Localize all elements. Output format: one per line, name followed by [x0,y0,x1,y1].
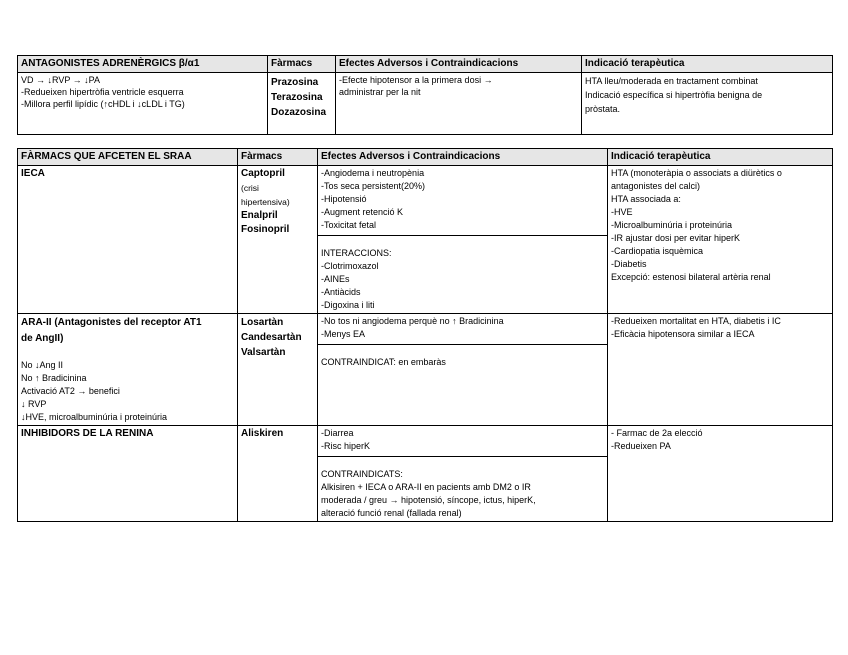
divider [318,235,607,236]
contraindication-line: moderada / greu → hipotensió, síncope, ictus, hiperK, [321,495,536,505]
header-indication: Indicació terapèutica [608,149,833,166]
description-line: -Millora perfil lipídic (↑cHDL i ↓cLDL i TG) [21,99,185,109]
indication-line: -Redueixen mortalitat en HTA, diabetis i IC [611,316,781,326]
group-name: IECA [21,168,45,179]
interaction-line: -AINEs [321,274,350,284]
group-cell [18,426,238,522]
contraindication-line: CONTRAINDICAT: en embaràs [321,357,446,367]
drug-name: Terazosina [271,92,323,103]
effect-line: -Augment retenció K [321,207,404,217]
drug-name: Fosinopril [241,224,290,235]
indication-cell [608,314,833,426]
drug-name: Dozazosina [271,107,327,118]
group-note: ↓ RVP [21,399,47,409]
effect-line: -No tos ni angiodema perquè no ↑ Bradicinina [321,316,504,326]
indication-line: HTA (monoteràpia o associats a diürètics o [611,168,782,178]
indication-cell [608,166,833,314]
table-row [18,166,833,314]
drug-name: Enalpril [241,210,278,221]
indication-line: Indicació específica si hipertròfia benigna de [585,90,763,100]
drug-name: Valsartàn [241,347,286,358]
effect-line: -Risc hiperK [321,441,371,451]
header-drugs: Fàrmacs [268,56,336,73]
effects-cell [318,426,608,522]
group-cell [18,314,238,426]
indication-line: -Redueixen PA [611,441,671,451]
adrenergic-antagonists-table [17,55,833,135]
table-header-row [18,149,833,166]
drug-name: Captopril [241,168,285,179]
group-note: ↓HVE, microalbuminúria i proteinúria [21,412,168,422]
indication-line: -HVE [611,207,633,217]
indication-cell [582,73,833,135]
drug-name: Prazosina [271,77,319,88]
drugs-cell [238,166,318,314]
effects-cell [318,314,608,426]
header-group: ANTAGONISTES ADRENÈRGICS β/α1 [18,56,268,73]
effect-line: -Menys EA [321,329,366,339]
drugs-cell [268,73,336,135]
drugs-cell [238,426,318,522]
effect-line: administrar per la nit [339,87,421,97]
drug-name: Aliskiren [241,428,284,439]
effects-cell [318,166,608,314]
header-effects: Efectes Adversos i Contraindicacions [336,56,582,73]
description-line: VD → ↓RVP → ↓PA [21,75,101,85]
table-row [18,426,833,522]
description-line: -Redueixen hipertròfia ventricle esquerra [21,87,184,97]
divider [318,344,607,345]
indication-line: -Eficàcia hipotensora similar a IECA [611,329,755,339]
group-name: ARA-II (Antagonistes del receptor AT1 [21,317,202,328]
group-name: de AngII) [21,333,64,344]
group-description-cell [18,73,268,135]
indication-line: HTA lleu/moderada en tractament combinat [585,76,758,86]
effect-line: -Tos seca persistent(20%) [321,181,426,191]
contraindication-line: Alkisiren + IECA o ARA-II en pacients amb DM2 o IR [321,482,531,492]
effect-line: -Hipotensió [321,194,367,204]
contraindication-title: CONTRAINDICATS: [321,469,403,479]
header-indication: Indicació terapèutica [582,56,833,73]
indication-line: antagonistes del calci) [611,181,701,191]
drug-note: hipertensiva) [241,197,290,207]
drug-note: (crisi [241,183,259,193]
header-drugs: Fàrmacs [238,149,318,166]
table-row [18,314,833,426]
indication-line: Excepció: estenosi bilateral artèria renal [611,272,771,282]
effect-line: -Efecte hipotensor a la primera dosi → [339,75,493,85]
header-effects: Efectes Adversos i Contraindicacions [318,149,608,166]
effect-line: -Toxicitat fetal [321,220,377,230]
contraindication-line: alteració funció renal (fallada renal) [321,508,462,518]
effect-line: -Angiodema i neutropènia [321,168,425,178]
indication-line: HTA associada a: [611,194,681,204]
effects-cell [336,73,582,135]
table-header-row [18,56,833,73]
header-group: FÀRMACS QUE AFCETEN EL SRAA [18,149,238,166]
group-note: Activació AT2 → benefici [21,386,120,396]
interaction-line: -Digoxina i liti [321,300,375,310]
indication-cell [608,426,833,522]
table-row [18,73,833,135]
interaction-line: -Antiàcids [321,287,361,297]
drugs-cell [238,314,318,426]
drug-name: Losartàn [241,317,284,328]
divider [318,456,607,457]
effect-line: -Diarrea [321,428,354,438]
interaction-line: -Clotrimoxazol [321,261,379,271]
indication-line: -Microalbuminúria i proteinúria [611,220,733,230]
group-note: No ↑ Bradicinina [21,373,87,383]
interactions-title: INTERACCIONS: [321,248,392,258]
spacer [21,347,234,359]
indication-line: - Farmac de 2a elecció [611,428,703,438]
group-cell [18,166,238,314]
sraa-drugs-table [17,148,833,522]
group-note: No ↓Ang II [21,360,64,370]
indication-line: -Cardiopatia isquèmica [611,246,704,256]
indication-line: -Diabetis [611,259,647,269]
indication-line: -IR ajustar dosi per evitar hiperK [611,233,741,243]
indication-line: pròstata. [585,104,621,114]
drug-name: Candesartàn [241,332,302,343]
group-name: INHIBIDORS DE LA RENINA [21,428,154,439]
